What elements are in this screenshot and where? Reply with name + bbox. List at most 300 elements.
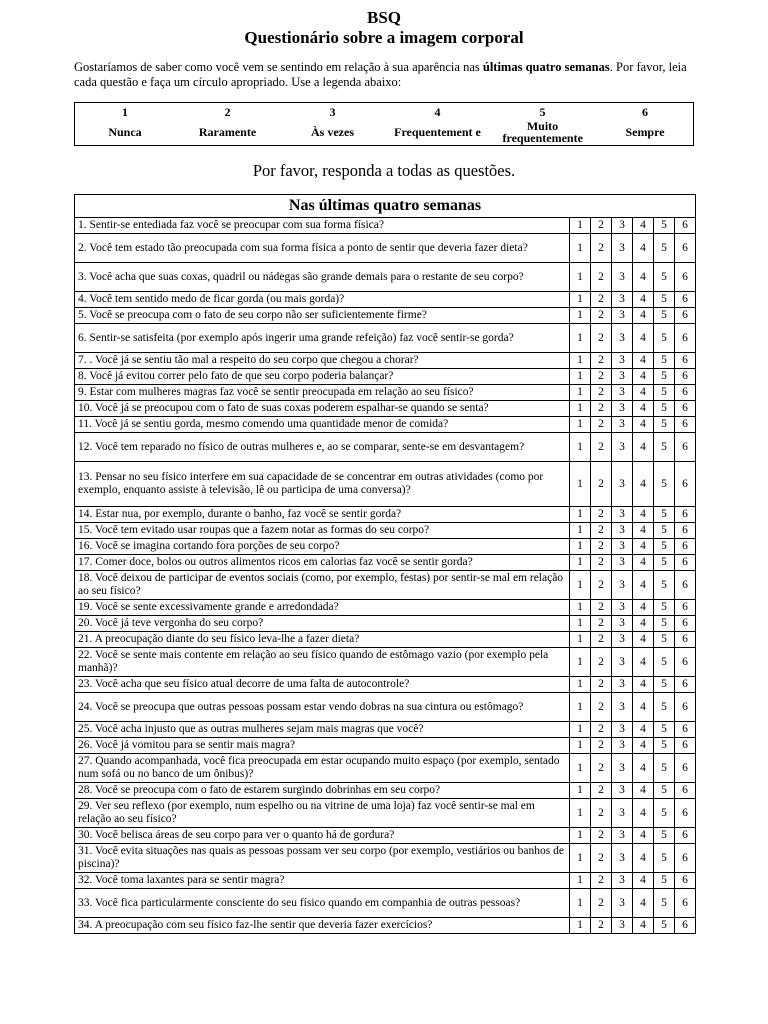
question-row: [75, 693, 696, 722]
answer-option-5[interactable]: 5: [654, 401, 675, 417]
answer-option-6[interactable]: 6: [675, 308, 696, 324]
answer-option-3[interactable]: 3: [612, 616, 633, 632]
question-text: 24. Você se preocupa que outras pessoas possam estar vendo dobras na sua cintura ou estômago?: [75, 693, 570, 722]
answer-option-2[interactable]: 2: [591, 828, 612, 844]
question-row: [75, 401, 696, 417]
answer-option-2[interactable]: 2: [591, 353, 612, 369]
answer-option-5[interactable]: 5: [654, 616, 675, 632]
legend-number: 6: [642, 105, 648, 119]
question-row: [75, 292, 696, 308]
question-row: [75, 539, 696, 555]
answer-option-6[interactable]: 6: [675, 324, 696, 353]
answer-option-1[interactable]: 1: [570, 873, 591, 889]
answer-option-1[interactable]: 1: [570, 308, 591, 324]
answer-option-1[interactable]: 1: [570, 462, 591, 507]
question-row: [75, 616, 696, 632]
answer-option-1[interactable]: 1: [570, 738, 591, 754]
answer-option-1[interactable]: 1: [570, 828, 591, 844]
answer-option-6[interactable]: 6: [675, 616, 696, 632]
answer-option-6[interactable]: 6: [675, 401, 696, 417]
answer-option-1[interactable]: 1: [570, 417, 591, 433]
answer-option-2[interactable]: 2: [591, 539, 612, 555]
answer-option-5[interactable]: 5: [654, 828, 675, 844]
question-row: [75, 677, 696, 693]
answer-option-3[interactable]: 3: [612, 462, 633, 507]
question-row: [75, 555, 696, 571]
question-text: 21. A preocupação diante do seu físico leva-lhe a fazer dieta?: [75, 632, 570, 648]
answer-option-2[interactable]: 2: [591, 754, 612, 783]
answer-option-3[interactable]: 3: [612, 417, 633, 433]
answer-option-5[interactable]: 5: [654, 369, 675, 385]
answer-option-6[interactable]: 6: [675, 433, 696, 462]
answer-option-2[interactable]: 2: [591, 507, 612, 523]
question-text: 20. Você já teve vergonha do seu corpo?: [75, 616, 570, 632]
intro-paragraph: [74, 60, 696, 90]
answer-option-1[interactable]: 1: [570, 353, 591, 369]
question-text: 17. Comer doce, bolos ou outros alimentos ricos em calorias faz você se sentir gorda?: [75, 555, 570, 571]
answer-option-6[interactable]: 6: [675, 539, 696, 555]
legend-label: [75, 119, 175, 145]
question-text: 16. Você se imagina cortando fora porções de seu corpo?: [75, 539, 570, 555]
question-text: 9. Estar com mulheres magras faz você se sentir preocupada em relação ao seu físico?: [75, 385, 570, 401]
answer-option-6[interactable]: 6: [675, 677, 696, 693]
answer-option-2[interactable]: 2: [591, 324, 612, 353]
answer-option-1[interactable]: 1: [570, 263, 591, 292]
answer-option-6[interactable]: 6: [675, 462, 696, 507]
answer-option-2[interactable]: 2: [591, 555, 612, 571]
question-text: 33. Você fica particularmente consciente do seu físico quando em companhia de outras pessoas?: [75, 889, 570, 918]
question-text: 34. A preocupação com seu físico faz-lhe sentir que deveria fazer exercícios?: [75, 918, 570, 934]
answer-option-6[interactable]: 6: [675, 571, 696, 600]
question-row: [75, 799, 696, 828]
legend-item: [175, 103, 280, 145]
answer-option-5[interactable]: 5: [654, 722, 675, 738]
answer-option-4[interactable]: 4: [633, 918, 654, 934]
questionnaire-table: [74, 194, 696, 934]
answer-option-1[interactable]: 1: [570, 616, 591, 632]
answer-option-6[interactable]: 6: [675, 738, 696, 754]
answer-option-6[interactable]: 6: [675, 263, 696, 292]
answer-option-3[interactable]: 3: [612, 693, 633, 722]
question-row: [75, 462, 696, 507]
question-row: [75, 783, 696, 799]
answer-option-3[interactable]: 3: [612, 507, 633, 523]
question-text: 7. . Você já se sentiu tão mal a respeito do seu corpo que chegou a chorar?: [75, 353, 570, 369]
answer-option-4[interactable]: 4: [633, 308, 654, 324]
answer-option-5[interactable]: 5: [654, 462, 675, 507]
answer-option-2[interactable]: 2: [591, 738, 612, 754]
question-text: 15. Você tem evitado usar roupas que a fazem notar as formas do seu corpo?: [75, 523, 570, 539]
answer-option-3[interactable]: 3: [612, 571, 633, 600]
answer-option-5[interactable]: 5: [654, 738, 675, 754]
legend-item: [280, 103, 385, 145]
answer-option-2[interactable]: 2: [591, 234, 612, 263]
question-row: [75, 507, 696, 523]
question-text: 18. Você deixou de participar de eventos sociais (como, por exemplo, festas) por sentir-se mal em relação ao seu físico?: [75, 571, 570, 600]
question-row: [75, 889, 696, 918]
answer-option-2[interactable]: 2: [591, 263, 612, 292]
question-text: 5. Você se preocupa com o fato de seu corpo não ser suficientemente firme?: [75, 308, 570, 324]
question-text: 14. Estar nua, por exemplo, durante o banho, faz você se sentir gorda?: [75, 507, 570, 523]
answer-option-4[interactable]: 4: [633, 555, 654, 571]
answer-option-1[interactable]: 1: [570, 799, 591, 828]
answer-option-1[interactable]: 1: [570, 369, 591, 385]
answer-option-2[interactable]: 2: [591, 308, 612, 324]
answer-option-4[interactable]: 4: [633, 385, 654, 401]
answer-option-3[interactable]: 3: [612, 324, 633, 353]
answer-option-4[interactable]: 4: [633, 369, 654, 385]
answer-option-6[interactable]: 6: [675, 918, 696, 934]
question-row: [75, 417, 696, 433]
question-text: 28. Você se preocupa com o fato de estarem surgindo dobrinhas em seu corpo?: [75, 783, 570, 799]
answer-option-1[interactable]: 1: [570, 722, 591, 738]
answer-option-5[interactable]: 5: [654, 417, 675, 433]
answer-option-4[interactable]: 4: [633, 571, 654, 600]
answer-option-3[interactable]: 3: [612, 292, 633, 308]
answer-option-3[interactable]: 3: [612, 234, 633, 263]
answer-option-3[interactable]: 3: [612, 369, 633, 385]
answer-option-6[interactable]: 6: [675, 507, 696, 523]
answer-option-4[interactable]: 4: [633, 462, 654, 507]
answer-option-1[interactable]: 1: [570, 632, 591, 648]
answer-option-2[interactable]: 2: [591, 218, 612, 234]
question-row: [75, 722, 696, 738]
answer-option-5[interactable]: 5: [654, 324, 675, 353]
answer-option-5[interactable]: 5: [654, 799, 675, 828]
question-row: [75, 632, 696, 648]
legend-label: [280, 119, 385, 145]
answer-option-5[interactable]: 5: [654, 889, 675, 918]
answer-option-2[interactable]: 2: [591, 571, 612, 600]
answer-option-3[interactable]: 3: [612, 353, 633, 369]
answer-option-1[interactable]: 1: [570, 555, 591, 571]
answer-option-2[interactable]: 2: [591, 648, 612, 677]
question-text: 10. Você já se preocupou com o fato de suas coxas poderem espalhar-se quando se senta?: [75, 401, 570, 417]
answer-option-1[interactable]: 1: [570, 292, 591, 308]
answer-option-5[interactable]: 5: [654, 600, 675, 616]
answer-option-1[interactable]: 1: [570, 539, 591, 555]
answer-option-6[interactable]: 6: [675, 417, 696, 433]
intro-text-bold: últimas quatro semanas: [482, 60, 610, 74]
answer-option-3[interactable]: 3: [612, 632, 633, 648]
answer-option-3[interactable]: 3: [612, 385, 633, 401]
question-text: 11. Você já se sentiu gorda, mesmo comendo uma quantidade menor de comida?: [75, 417, 570, 433]
answer-option-4[interactable]: 4: [633, 401, 654, 417]
answer-option-4[interactable]: 4: [633, 889, 654, 918]
legend-item: [385, 103, 490, 145]
answer-option-2[interactable]: 2: [591, 632, 612, 648]
legend-label-text: Frequentement e: [394, 125, 481, 139]
answer-option-1[interactable]: 1: [570, 433, 591, 462]
answer-option-3[interactable]: 3: [612, 828, 633, 844]
question-row: [75, 600, 696, 616]
answer-option-1[interactable]: 1: [570, 401, 591, 417]
answer-option-2[interactable]: 2: [591, 462, 612, 507]
answer-option-4[interactable]: 4: [633, 507, 654, 523]
answer-option-4[interactable]: 4: [633, 677, 654, 693]
legend-label-text: Muito frequentemente: [502, 119, 583, 145]
legend-label-text: Raramente: [198, 125, 257, 139]
answer-option-4[interactable]: 4: [633, 844, 654, 873]
answer-option-6[interactable]: 6: [675, 722, 696, 738]
answer-option-3[interactable]: 3: [612, 433, 633, 462]
answer-option-5[interactable]: 5: [654, 218, 675, 234]
answer-option-6[interactable]: 6: [675, 523, 696, 539]
answer-option-4[interactable]: 4: [633, 234, 654, 263]
answer-option-5[interactable]: 5: [654, 677, 675, 693]
legend-label: [595, 119, 695, 145]
question-row: [75, 828, 696, 844]
answer-option-4[interactable]: 4: [633, 722, 654, 738]
question-row: [75, 844, 696, 873]
answer-option-3[interactable]: 3: [612, 218, 633, 234]
answer-option-6[interactable]: 6: [675, 555, 696, 571]
legend-number: 5: [539, 105, 546, 119]
answer-option-4[interactable]: 4: [633, 263, 654, 292]
answer-option-4[interactable]: 4: [633, 218, 654, 234]
answer-option-4[interactable]: 4: [633, 292, 654, 308]
answer-option-6[interactable]: 6: [675, 218, 696, 234]
question-text: 12. Você tem reparado no físico de outras mulheres e, ao se comparar, sente-se em desvantagem?: [75, 433, 570, 462]
intro-text-after: . Por favor, leia cada questão e faça um círculo apropriado. Use a legenda abaixo:: [74, 60, 687, 89]
answer-option-6[interactable]: 6: [675, 632, 696, 648]
question-text: 30. Você belisca áreas de seu corpo para ver o quanto há de gordura?: [75, 828, 570, 844]
answer-option-2[interactable]: 2: [591, 799, 612, 828]
answer-option-3[interactable]: 3: [612, 648, 633, 677]
answer-option-3[interactable]: 3: [612, 555, 633, 571]
answer-option-3[interactable]: 3: [612, 754, 633, 783]
answer-option-2[interactable]: 2: [591, 433, 612, 462]
answer-option-5[interactable]: 5: [654, 873, 675, 889]
answer-option-3[interactable]: 3: [612, 263, 633, 292]
answer-option-5[interactable]: 5: [654, 385, 675, 401]
answer-option-4[interactable]: 4: [633, 353, 654, 369]
legend-item: [75, 103, 175, 145]
answer-option-1[interactable]: 1: [570, 523, 591, 539]
answer-option-6[interactable]: 6: [675, 648, 696, 677]
answer-option-1[interactable]: 1: [570, 385, 591, 401]
answer-option-2[interactable]: 2: [591, 292, 612, 308]
answer-option-3[interactable]: 3: [612, 738, 633, 754]
question-text: 6. Sentir-se satisfeita (por exemplo após ingerir uma grande refeição) faz você sentir-se gorda?: [75, 324, 570, 353]
answer-option-3[interactable]: 3: [612, 873, 633, 889]
question-row: [75, 754, 696, 783]
question-row: [75, 523, 696, 539]
answer-option-1[interactable]: 1: [570, 218, 591, 234]
answer-option-2[interactable]: 2: [591, 677, 612, 693]
answer-option-3[interactable]: 3: [612, 722, 633, 738]
answer-option-1[interactable]: 1: [570, 507, 591, 523]
question-text: 29. Ver seu reflexo (por exemplo, num espelho ou na vitrine de uma loja) faz você sentir-se mal em relação ao seu físico?: [75, 799, 570, 828]
answer-option-6[interactable]: 6: [675, 799, 696, 828]
legend-number: 3: [329, 105, 336, 119]
answer-option-1[interactable]: 1: [570, 754, 591, 783]
answer-option-1[interactable]: 1: [570, 889, 591, 918]
answer-option-6[interactable]: 6: [675, 754, 696, 783]
legend-item: [490, 103, 595, 145]
question-row: [75, 873, 696, 889]
answer-option-5[interactable]: 5: [654, 555, 675, 571]
answer-option-6[interactable]: 6: [675, 693, 696, 722]
answer-option-4[interactable]: 4: [633, 738, 654, 754]
answer-option-5[interactable]: 5: [654, 507, 675, 523]
answer-option-1[interactable]: 1: [570, 648, 591, 677]
answer-option-2[interactable]: 2: [591, 873, 612, 889]
answer-option-4[interactable]: 4: [633, 539, 654, 555]
question-row: [75, 648, 696, 677]
answer-option-1[interactable]: 1: [570, 677, 591, 693]
answer-option-2[interactable]: 2: [591, 783, 612, 799]
answer-option-2[interactable]: 2: [591, 616, 612, 632]
legend-number: 1: [122, 105, 128, 119]
question-text: 31. Você evita situações nas quais as pessoas possam ver seu corpo (por exemplo, vestiários ou banhos de piscina)?: [75, 844, 570, 873]
legend-number: 2: [224, 105, 231, 119]
document-subtitle: Questionário sobre a imagem corporal: [244, 28, 524, 47]
answer-option-4[interactable]: 4: [633, 417, 654, 433]
answer-option-6[interactable]: 6: [675, 828, 696, 844]
legend-item: [595, 103, 695, 145]
answer-option-4[interactable]: 4: [633, 523, 654, 539]
answer-option-5[interactable]: 5: [654, 292, 675, 308]
answer-option-3[interactable]: 3: [612, 539, 633, 555]
question-row: [75, 433, 696, 462]
answer-option-5[interactable]: 5: [654, 433, 675, 462]
answer-option-3[interactable]: 3: [612, 600, 633, 616]
answer-option-4[interactable]: 4: [633, 632, 654, 648]
answer-option-2[interactable]: 2: [591, 369, 612, 385]
answer-option-2[interactable]: 2: [591, 844, 612, 873]
answer-option-6[interactable]: 6: [675, 369, 696, 385]
answer-option-5[interactable]: 5: [654, 571, 675, 600]
answer-option-5[interactable]: 5: [654, 844, 675, 873]
answer-option-6[interactable]: 6: [675, 353, 696, 369]
question-row: [75, 234, 696, 263]
answer-option-1[interactable]: 1: [570, 844, 591, 873]
answer-option-5[interactable]: 5: [654, 632, 675, 648]
answer-option-5[interactable]: 5: [654, 263, 675, 292]
answer-option-4[interactable]: 4: [633, 600, 654, 616]
answer-option-1[interactable]: 1: [570, 234, 591, 263]
answer-option-4[interactable]: 4: [633, 783, 654, 799]
answer-option-4[interactable]: 4: [633, 324, 654, 353]
answer-option-3[interactable]: 3: [612, 783, 633, 799]
answer-option-3[interactable]: 3: [612, 844, 633, 873]
answer-option-6[interactable]: 6: [675, 234, 696, 263]
answer-option-3[interactable]: 3: [612, 799, 633, 828]
answer-option-1[interactable]: 1: [570, 693, 591, 722]
question-row: [75, 263, 696, 292]
answer-option-4[interactable]: 4: [633, 799, 654, 828]
answer-option-6[interactable]: 6: [675, 783, 696, 799]
rating-legend: [74, 102, 694, 146]
question-row: [75, 218, 696, 234]
answer-option-1[interactable]: 1: [570, 600, 591, 616]
answer-option-5[interactable]: 5: [654, 693, 675, 722]
answer-option-5[interactable]: 5: [654, 353, 675, 369]
question-text: 8. Você já evitou correr pelo fato de que seu corpo poderia balançar?: [75, 369, 570, 385]
answer-option-1[interactable]: 1: [570, 918, 591, 934]
intro-text-before: Gostaríamos de saber como você vem se sentindo em relação à sua aparência nas: [74, 60, 483, 74]
answer-option-5[interactable]: 5: [654, 523, 675, 539]
answer-option-6[interactable]: 6: [675, 385, 696, 401]
answer-option-3[interactable]: 3: [612, 401, 633, 417]
answer-option-6[interactable]: 6: [675, 292, 696, 308]
answer-option-4[interactable]: 4: [633, 754, 654, 783]
question-text: 19. Você se sente excessivamente grande e arredondada?: [75, 600, 570, 616]
question-row: [75, 353, 696, 369]
answer-option-2[interactable]: 2: [591, 918, 612, 934]
legend-label: [490, 119, 595, 145]
question-row: [75, 385, 696, 401]
answer-option-4[interactable]: 4: [633, 648, 654, 677]
answer-option-3[interactable]: 3: [612, 889, 633, 918]
answer-option-2[interactable]: 2: [591, 693, 612, 722]
question-text: 3. Você acha que suas coxas, quadril ou nádegas são grande demais para o restante de seu corpo?: [75, 263, 570, 292]
answer-option-1[interactable]: 1: [570, 571, 591, 600]
question-text: 25. Você acha injusto que as outras mulheres sejam mais magras que você?: [75, 722, 570, 738]
answer-option-1[interactable]: 1: [570, 324, 591, 353]
question-row: [75, 918, 696, 934]
document-title: BSQ: [366, 8, 402, 27]
answer-option-4[interactable]: 4: [633, 616, 654, 632]
instruction-text: Por favor, responda a todas as questões.: [252, 161, 516, 180]
question-row: [75, 369, 696, 385]
answer-option-6[interactable]: 6: [675, 873, 696, 889]
answer-option-2[interactable]: 2: [591, 889, 612, 918]
answer-option-4[interactable]: 4: [633, 433, 654, 462]
question-row: [75, 738, 696, 754]
answer-option-3[interactable]: 3: [612, 523, 633, 539]
answer-option-6[interactable]: 6: [675, 844, 696, 873]
question-list: [75, 218, 696, 934]
answer-option-4[interactable]: 4: [633, 693, 654, 722]
answer-option-4[interactable]: 4: [633, 873, 654, 889]
question-text: 23. Você acha que seu físico atual decorre de uma falta de autocontrole?: [75, 677, 570, 693]
answer-option-2[interactable]: 2: [591, 523, 612, 539]
question-text: 4. Você tem sentido medo de ficar gorda (ou mais gorda)?: [75, 292, 570, 308]
answer-option-2[interactable]: 2: [591, 401, 612, 417]
legend-label: [175, 119, 280, 145]
question-row: [75, 571, 696, 600]
answer-option-3[interactable]: 3: [612, 918, 633, 934]
answer-option-5[interactable]: 5: [654, 754, 675, 783]
answer-option-5[interactable]: 5: [654, 234, 675, 263]
answer-option-5[interactable]: 5: [654, 918, 675, 934]
answer-option-6[interactable]: 6: [675, 600, 696, 616]
answer-option-2[interactable]: 2: [591, 385, 612, 401]
question-text: 13. Pensar no seu físico interfere em sua capacidade de se concentrar em outras atividades (como por exemplo, enquanto assiste à televisão, lê ou participa de uma conversa)?: [75, 462, 570, 507]
answer-option-4[interactable]: 4: [633, 828, 654, 844]
question-text: 32. Você toma laxantes para se sentir magra?: [75, 873, 570, 889]
answer-option-2[interactable]: 2: [591, 417, 612, 433]
legend-label: [385, 119, 490, 145]
answer-option-2[interactable]: 2: [591, 722, 612, 738]
answer-option-5[interactable]: 5: [654, 308, 675, 324]
answer-option-3[interactable]: 3: [612, 677, 633, 693]
question-text: 22. Você se sente mais contente em relação ao seu físico quando de estômago vazio (por exemplo pela manhã)?: [75, 648, 570, 677]
answer-option-1[interactable]: 1: [570, 783, 591, 799]
answer-option-2[interactable]: 2: [591, 600, 612, 616]
answer-option-5[interactable]: 5: [654, 539, 675, 555]
answer-option-5[interactable]: 5: [654, 648, 675, 677]
question-row: [75, 324, 696, 353]
answer-option-5[interactable]: 5: [654, 783, 675, 799]
answer-option-3[interactable]: 3: [612, 308, 633, 324]
legend-label-text: Às vezes: [311, 125, 354, 139]
answer-option-6[interactable]: 6: [675, 889, 696, 918]
legend-label-text: Nunca: [108, 125, 142, 139]
question-text: 26. Você já vomitou para se sentir mais magra?: [75, 738, 570, 754]
